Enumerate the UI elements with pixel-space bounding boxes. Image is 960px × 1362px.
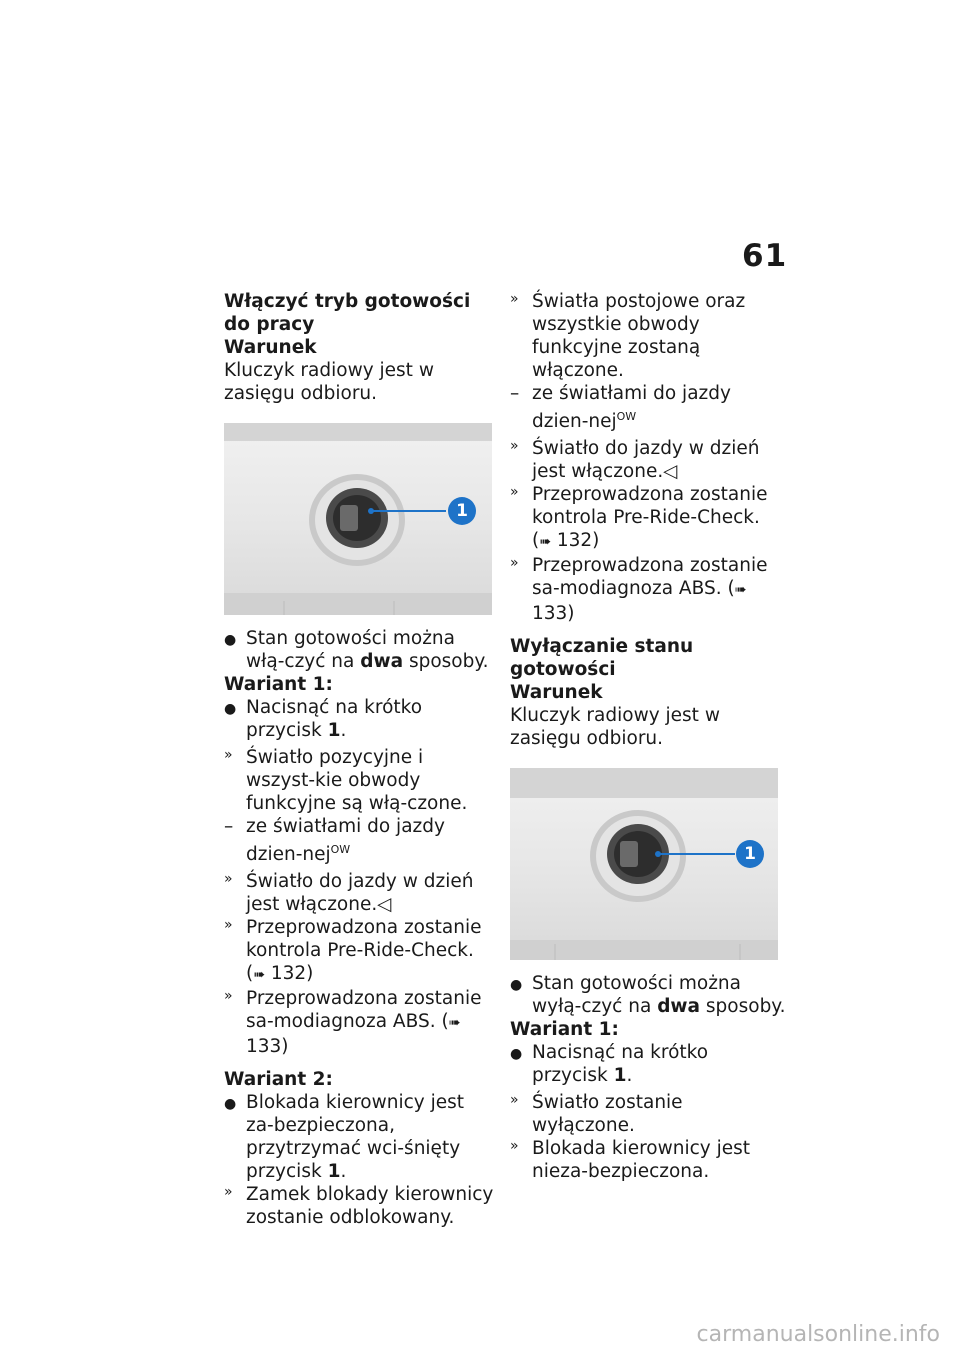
result-item: » Przeprowadzona zostanie kontrola Pre-Ride-Check. (➠ 132) [224,917,482,985]
result-item: » Przeprowadzona zostanie sa-modiagnoza ABS. (➠ 133) [224,988,482,1058]
bullet-marker: ● [224,632,237,648]
callout-number: 1 [448,497,476,525]
callout-number: 1 [736,840,764,868]
page-ref-link[interactable]: 133) [532,603,575,625]
ignition-button-figure [510,768,778,960]
page-ref-icon: ➠ [539,534,551,551]
page-ref-icon: ➠ [448,1015,461,1032]
dash-item: – ze światłami do jazdy dzien-nej$^{OW}$ [224,816,445,866]
right-column [510,290,786,1183]
dash-item: – ze światłami do jazdy dzien-nej$^{OW}$ [510,383,731,433]
result-item: » Zamek blokady kierownicy zostanie odblokowany. [224,1184,494,1229]
page-ref-icon: ➠ [253,967,265,984]
page-ref-link[interactable]: 133) [246,1036,289,1058]
list-item: ● Blokada kierownicy jest za-bezpieczona, przytrzymać wci-śnięty przycisk 1. [224,1092,464,1183]
result-item: » Światło zostanie wyłączone. [510,1092,683,1137]
condition-text: Kluczyk radiowy jest w zasięgu odbioru. [224,360,434,404]
variant-heading: Wariant 1: [510,1019,619,1041]
page-ref-icon: ➠ [734,582,747,599]
variant-heading: Wariant 2: [224,1069,333,1091]
section-heading: Włączyć tryb gotowości do pracy [224,291,471,335]
list-item: ● Stan gotowości można wyłą-czyć na dwa sposoby. [510,973,786,1018]
list-item: ● Nacisnąć na krótko przycisk 1. [224,697,423,741]
result-item: » Przeprowadzona zostanie sa-modiagnoza ABS. (➠ 133) [510,555,768,625]
condition-heading: Warunek [224,337,317,358]
result-item: » Przeprowadzona zostanie kontrola Pre-Ride-Check. (➠ 132) [510,484,768,552]
result-item: » Światło pozycyjne i wszyst-kie obwody funkcyjne są włą-czone. [224,747,468,814]
condition-text: Kluczyk radiowy jest w zasięgu odbioru. [510,705,720,750]
result-item: » Światła postojowe oraz wszystkie obwody funkcyjne zostaną włączone. [510,291,746,381]
section-heading: Wyłączanie stanu gotowości [510,636,694,681]
condition-heading: Warunek [510,682,603,704]
result-item: » Światło do jazdy w dzień jest włączone.◁ [510,438,760,483]
result-item: » Światło do jazdy w dzień jest włączone.◁ [224,871,474,916]
page-ref-link[interactable]: 132) [270,963,314,985]
page-number: 61 [742,238,788,274]
list-item: ● Stan gotowości można włą-czyć na dwa sposoby. [224,628,489,672]
watermark: carmanualsonline.info [696,1322,940,1347]
ignition-button-figure [224,423,492,615]
variant-heading: Wariant 1: [224,674,333,695]
left-column [224,290,496,1229]
list-item: ● Nacisnąć na krótko przycisk 1. [510,1042,709,1087]
result-item: » Blokada kierownicy jest nieza-bezpieczona. [510,1138,750,1183]
page-ref-link[interactable]: 132) [556,530,600,552]
